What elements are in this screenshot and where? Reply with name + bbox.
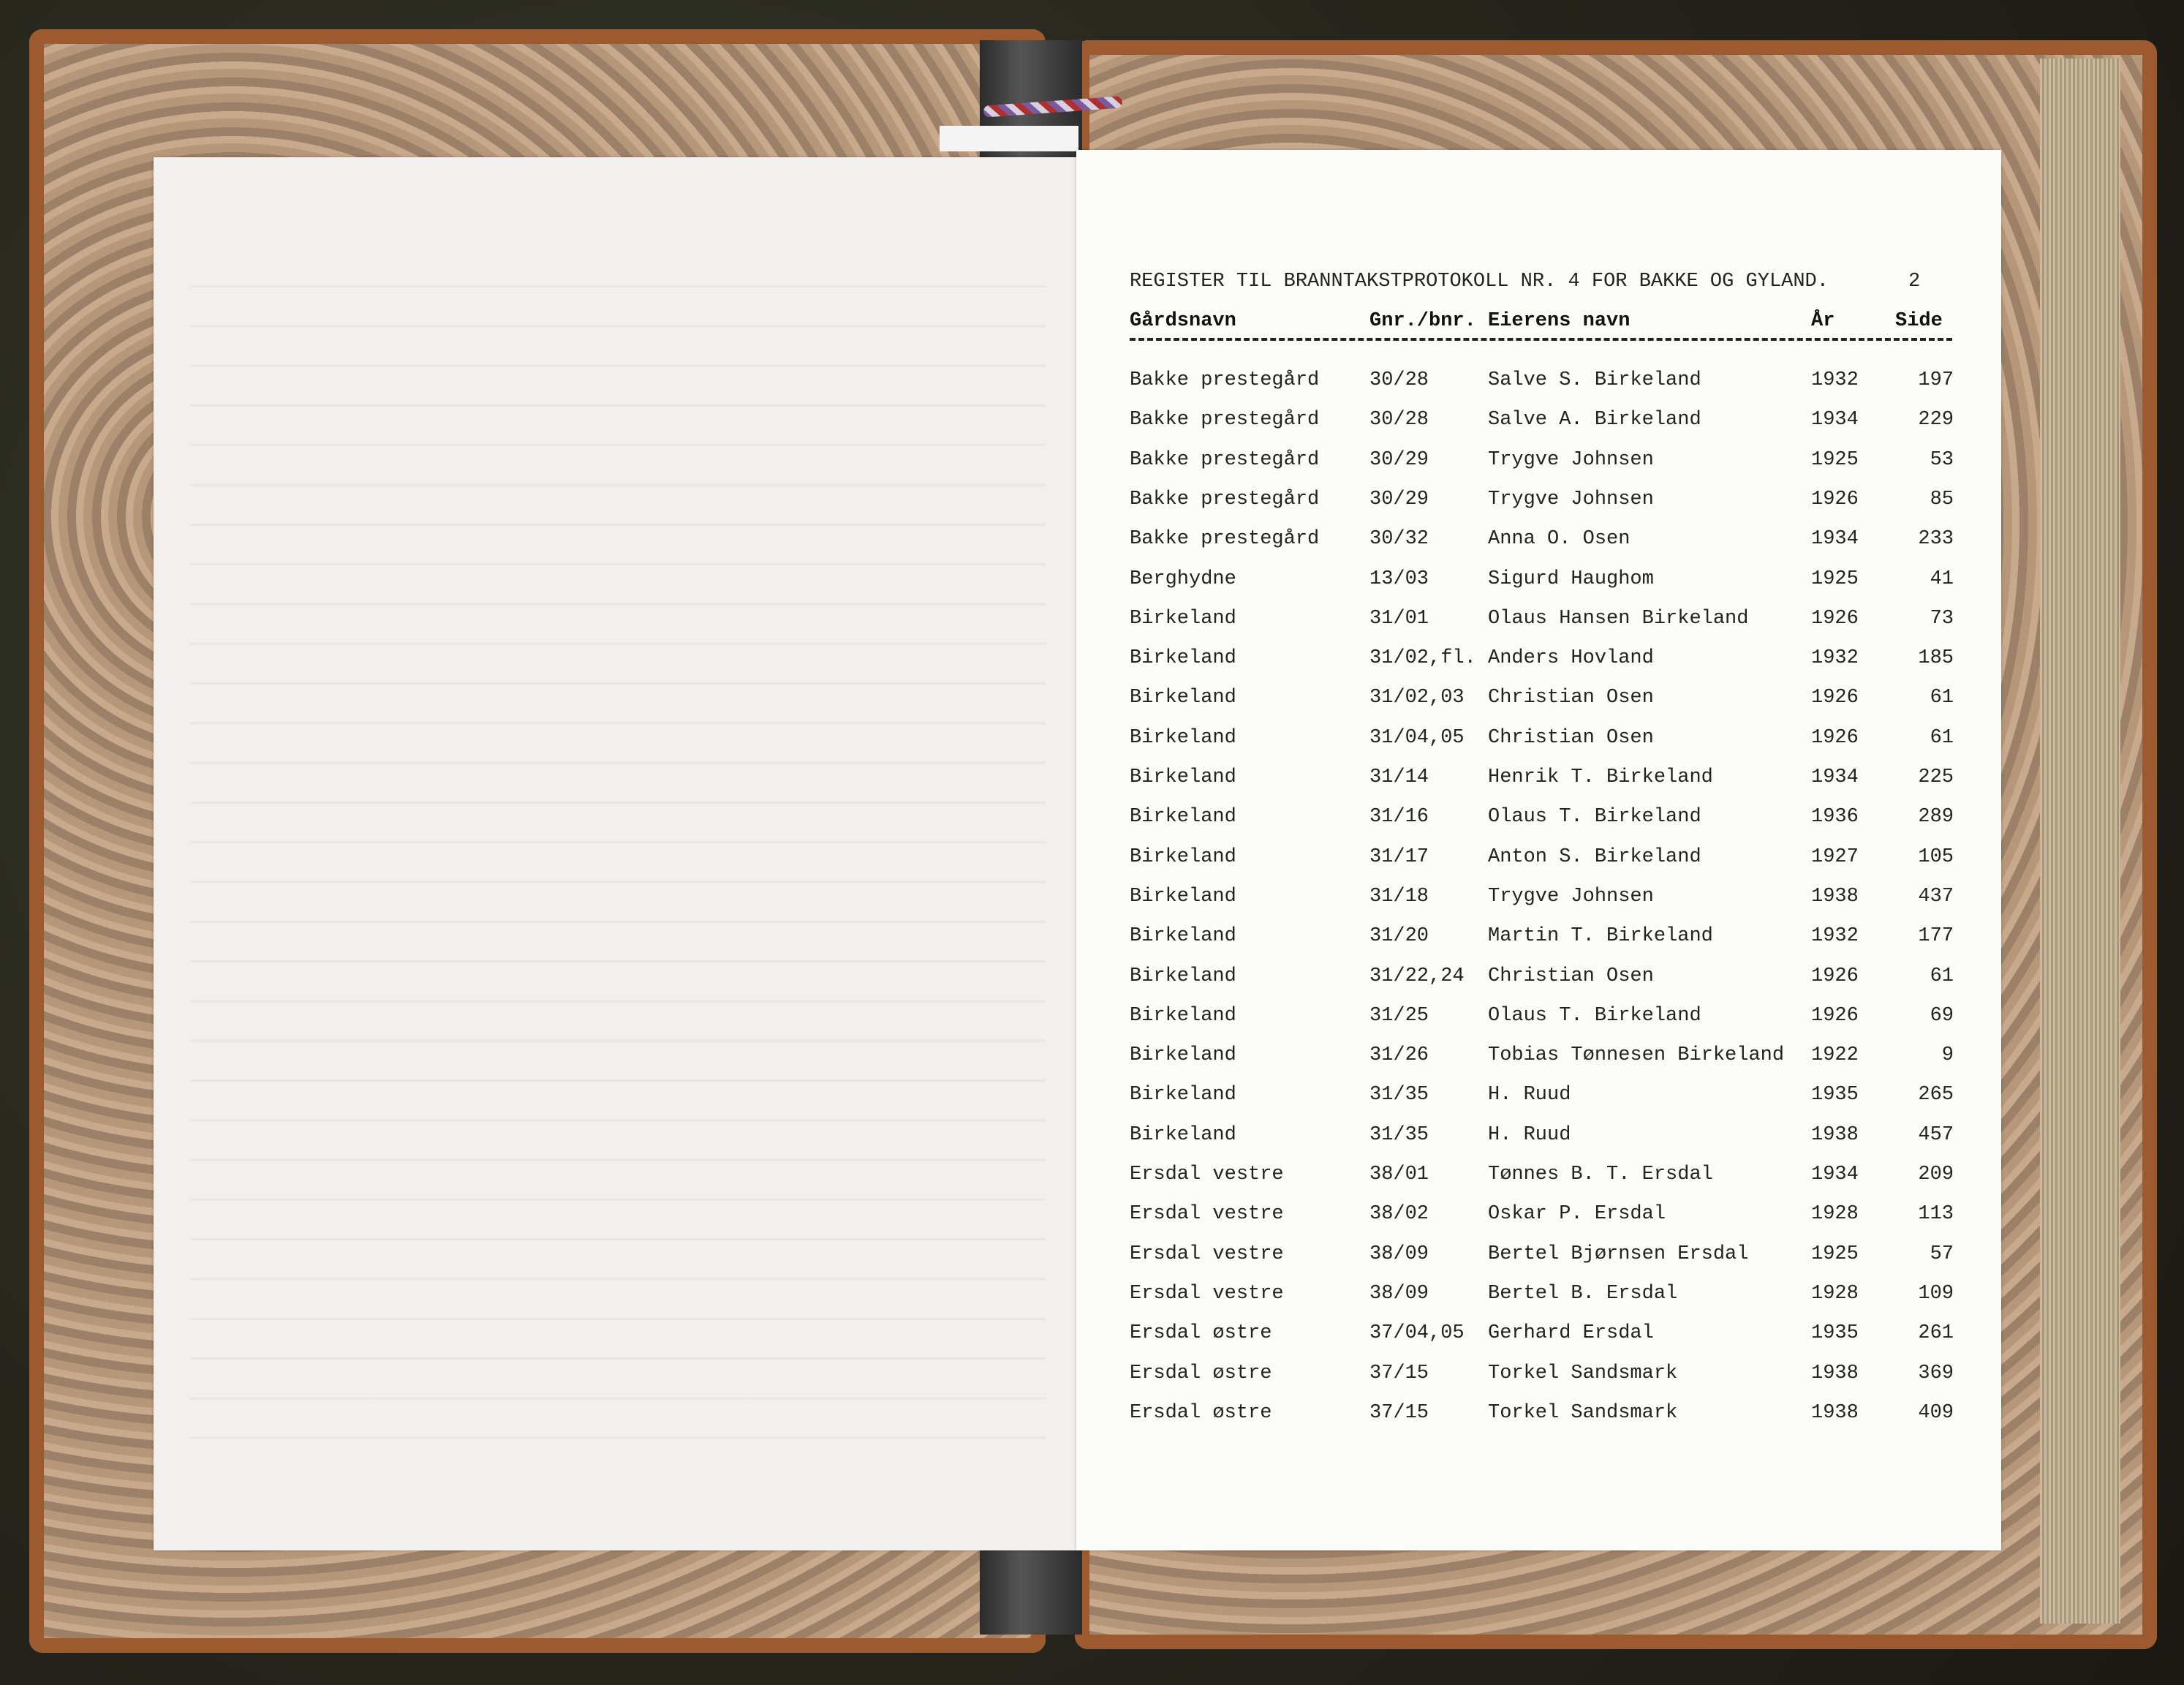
gnr-bnr-cell: 37/15	[1369, 1401, 1429, 1424]
gnr-bnr-cell: 31/02,03	[1369, 687, 1465, 709]
owner-cell: Bertel B. Ersdal	[1488, 1282, 1678, 1305]
farm-cell: Birkeland	[1130, 925, 1236, 948]
owner-cell: Bertel Bjørnsen Ersdal	[1488, 1243, 1749, 1265]
farm-cell: Birkeland	[1130, 687, 1236, 709]
gnr-bnr-cell: 31/25	[1369, 1004, 1429, 1027]
gnr-bnr-cell: 31/26	[1369, 1044, 1429, 1067]
farm-cell: Ersdal østre	[1130, 1362, 1272, 1384]
farm-cell: Ersdal vestre	[1130, 1203, 1284, 1226]
owner-cell: Olaus T. Birkeland	[1488, 1004, 1701, 1027]
page-cell: 9	[1941, 1044, 1954, 1067]
page-cell: 457	[1918, 1123, 1954, 1146]
owner-cell: Olaus T. Birkeland	[1488, 806, 1701, 829]
table-row	[0, 1283, 1954, 1312]
gnr-bnr-cell: 31/16	[1369, 806, 1429, 829]
owner-cell: Salve A. Birkeland	[1488, 409, 1701, 431]
table-row	[0, 528, 1954, 557]
gnr-bnr-cell: 31/02,fl.	[1369, 647, 1476, 670]
table-row	[0, 449, 1954, 478]
column-header-page: Side	[1895, 310, 1943, 332]
gnr-bnr-cell: 31/18	[1369, 885, 1429, 908]
farm-cell: Birkeland	[1130, 845, 1236, 868]
owner-cell: Christian Osen	[1488, 726, 1654, 749]
year-cell: 1926	[1811, 726, 1859, 749]
year-cell: 1927	[1811, 845, 1859, 868]
page-cell: 209	[1918, 1164, 1954, 1185]
year-cell: 1934	[1811, 766, 1859, 788]
page-cell: 85	[1930, 488, 1954, 510]
table-row	[0, 727, 1954, 756]
farm-cell: Bakke prestegård	[1130, 448, 1320, 471]
year-cell: 1932	[1811, 647, 1859, 670]
gnr-bnr-cell: 30/29	[1369, 448, 1429, 471]
gnr-bnr-cell: 38/02	[1369, 1203, 1429, 1226]
year-cell: 1934	[1811, 528, 1859, 551]
page-cell: 113	[1918, 1203, 1954, 1226]
register-title: REGISTER TIL BRANNTAKSTPROTOKOLL NR. 4 FOR BAKKE OG GYLAND.	[1130, 271, 1829, 293]
table-row	[0, 1044, 1954, 1074]
table-row	[0, 1203, 1954, 1232]
year-cell: 1938	[1811, 885, 1859, 908]
table-row	[0, 1402, 1954, 1431]
year-cell: 1935	[1811, 1084, 1859, 1107]
owner-cell: Tønnes B. T. Ersdal	[1488, 1164, 1713, 1185]
gnr-bnr-cell: 31/20	[1369, 925, 1429, 948]
page-cell: 265	[1918, 1084, 1954, 1107]
page-cell: 61	[1930, 687, 1954, 709]
table-row	[0, 886, 1954, 915]
table-row	[0, 806, 1954, 835]
page-number: 2	[1908, 271, 1921, 293]
table-row	[0, 1362, 1954, 1392]
page-cell: 105	[1918, 845, 1954, 868]
gnr-bnr-cell: 31/22,24	[1369, 965, 1465, 987]
farm-cell: Birkeland	[1130, 1084, 1236, 1107]
column-header-year: År	[1811, 310, 1835, 332]
year-cell: 1926	[1811, 687, 1859, 709]
farm-cell: Birkeland	[1130, 1004, 1236, 1027]
farm-cell: Birkeland	[1130, 806, 1236, 829]
farm-cell: Bakke prestegård	[1130, 409, 1320, 431]
owner-cell: Oskar P. Ersdal	[1488, 1203, 1666, 1226]
gnr-bnr-cell: 31/35	[1369, 1123, 1429, 1146]
year-cell: 1925	[1811, 1243, 1859, 1265]
page-cell: 61	[1930, 726, 1954, 749]
owner-cell: Salve S. Birkeland	[1488, 369, 1701, 391]
farm-cell: Ersdal østre	[1130, 1322, 1272, 1345]
page-cell: 69	[1930, 1004, 1954, 1027]
year-cell: 1925	[1811, 448, 1859, 471]
year-cell: 1934	[1811, 1164, 1859, 1185]
owner-cell: Henrik T. Birkeland	[1488, 766, 1713, 788]
table-row	[0, 647, 1954, 676]
owner-cell: Gerhard Ersdal	[1488, 1322, 1654, 1345]
table-row	[0, 608, 1954, 637]
farm-cell: Ersdal vestre	[1130, 1164, 1284, 1185]
year-cell: 1926	[1811, 607, 1859, 630]
gnr-bnr-cell: 30/28	[1369, 369, 1429, 391]
table-row	[0, 965, 1954, 995]
farm-cell: Ersdal vestre	[1130, 1243, 1284, 1265]
owner-cell: Anna O. Osen	[1488, 528, 1631, 551]
year-cell: 1926	[1811, 488, 1859, 510]
page-cell: 229	[1918, 409, 1954, 431]
page-cell: 53	[1930, 448, 1954, 471]
table-row	[0, 1005, 1954, 1034]
page-cell: 177	[1918, 925, 1954, 948]
page-cell: 41	[1930, 568, 1954, 590]
owner-cell: Trygve Johnsen	[1488, 885, 1654, 908]
column-header-farm: Gårdsnavn	[1130, 310, 1236, 332]
year-cell: 1936	[1811, 806, 1859, 829]
owner-cell: H. Ruud	[1488, 1123, 1571, 1146]
year-cell: 1938	[1811, 1123, 1859, 1146]
owner-cell: Trygve Johnsen	[1488, 488, 1654, 510]
farm-cell: Ersdal vestre	[1130, 1282, 1284, 1305]
owner-cell: Anton S. Birkeland	[1488, 845, 1701, 868]
farm-cell: Birkeland	[1130, 965, 1236, 987]
page-cell: 197	[1918, 369, 1954, 391]
owner-cell: Christian Osen	[1488, 687, 1654, 709]
page-cell: 369	[1918, 1362, 1954, 1384]
table-row	[0, 568, 1954, 598]
farm-cell: Birkeland	[1130, 766, 1236, 788]
page-cell: 109	[1918, 1282, 1954, 1305]
owner-cell: Christian Osen	[1488, 965, 1654, 987]
column-header-gnr-bnr: Gnr./bnr.	[1369, 310, 1476, 332]
page-cell: 233	[1918, 528, 1954, 551]
year-cell: 1932	[1811, 925, 1859, 948]
column-header-owner: Eierens navn	[1488, 310, 1631, 332]
gnr-bnr-cell: 30/32	[1369, 528, 1429, 551]
farm-cell: Bakke prestegård	[1130, 528, 1320, 551]
year-cell: 1938	[1811, 1362, 1859, 1384]
year-cell: 1926	[1811, 965, 1859, 987]
year-cell: 1935	[1811, 1322, 1859, 1345]
farm-cell: Ersdal østre	[1130, 1401, 1272, 1424]
year-cell: 1934	[1811, 409, 1859, 431]
owner-cell: Olaus Hansen Birkeland	[1488, 607, 1749, 630]
table-row	[0, 1322, 1954, 1352]
farm-cell: Birkeland	[1130, 885, 1236, 908]
gnr-bnr-cell: 38/01	[1369, 1164, 1429, 1185]
gnr-bnr-cell: 37/15	[1369, 1362, 1429, 1384]
table-row	[0, 1164, 1954, 1193]
table-row	[0, 687, 1954, 716]
page-edges	[2040, 59, 2120, 1624]
gnr-bnr-cell: 13/03	[1369, 568, 1429, 590]
table-row	[0, 766, 1954, 796]
table-row	[0, 369, 1954, 399]
year-cell: 1928	[1811, 1203, 1859, 1226]
owner-cell: Torkel Sandsmark	[1488, 1401, 1678, 1424]
owner-cell: Anders Hovland	[1488, 647, 1654, 670]
gnr-bnr-cell: 31/17	[1369, 845, 1429, 868]
gnr-bnr-cell: 31/14	[1369, 766, 1429, 788]
page-cell: 289	[1918, 806, 1954, 829]
farm-cell: Berghydne	[1130, 568, 1236, 590]
page-cell: 437	[1918, 885, 1954, 908]
gnr-bnr-cell: 38/09	[1369, 1243, 1429, 1265]
owner-cell: Martin T. Birkeland	[1488, 925, 1713, 948]
owner-cell: Torkel Sandsmark	[1488, 1362, 1678, 1384]
gnr-bnr-cell: 31/01	[1369, 607, 1429, 630]
page-cell: 225	[1918, 766, 1954, 788]
gnr-bnr-cell: 31/04,05	[1369, 726, 1465, 749]
year-cell: 1922	[1811, 1044, 1859, 1067]
farm-cell: Birkeland	[1130, 607, 1236, 630]
page-cell: 61	[1930, 965, 1954, 987]
header-rule	[1130, 338, 1952, 341]
table-row	[0, 925, 1954, 954]
table-row	[0, 409, 1954, 438]
farm-cell: Birkeland	[1130, 647, 1236, 670]
page-cell: 57	[1930, 1243, 1954, 1265]
gnr-bnr-cell: 30/29	[1369, 488, 1429, 510]
page-cell: 185	[1918, 647, 1954, 670]
year-cell: 1926	[1811, 1004, 1859, 1027]
gnr-bnr-cell: 38/09	[1369, 1282, 1429, 1305]
table-row	[0, 1243, 1954, 1273]
farm-cell: Birkeland	[1130, 726, 1236, 749]
year-cell: 1925	[1811, 568, 1859, 590]
table-row	[0, 1084, 1954, 1113]
gnr-bnr-cell: 31/35	[1369, 1084, 1429, 1107]
owner-cell: Trygve Johnsen	[1488, 448, 1654, 471]
gnr-bnr-cell: 30/28	[1369, 409, 1429, 431]
sheet-tab	[940, 126, 1078, 151]
owner-cell: H. Ruud	[1488, 1084, 1571, 1107]
farm-cell: Bakke prestegård	[1130, 369, 1320, 391]
year-cell: 1938	[1811, 1401, 1859, 1424]
table-row	[0, 1124, 1954, 1153]
table-row	[0, 846, 1954, 875]
farm-cell: Birkeland	[1130, 1123, 1236, 1146]
farm-cell: Bakke prestegård	[1130, 488, 1320, 510]
owner-cell: Tobias Tønnesen Birkeland	[1488, 1044, 1785, 1067]
gnr-bnr-cell: 37/04,05	[1369, 1322, 1465, 1345]
farm-cell: Birkeland	[1130, 1044, 1236, 1067]
page-cell: 409	[1918, 1401, 1954, 1424]
owner-cell: Sigurd Haughom	[1488, 568, 1654, 590]
table-row	[0, 489, 1954, 518]
page-cell: 73	[1930, 607, 1954, 630]
year-cell: 1932	[1811, 369, 1859, 391]
year-cell: 1928	[1811, 1282, 1859, 1305]
page-cell: 261	[1918, 1322, 1954, 1345]
